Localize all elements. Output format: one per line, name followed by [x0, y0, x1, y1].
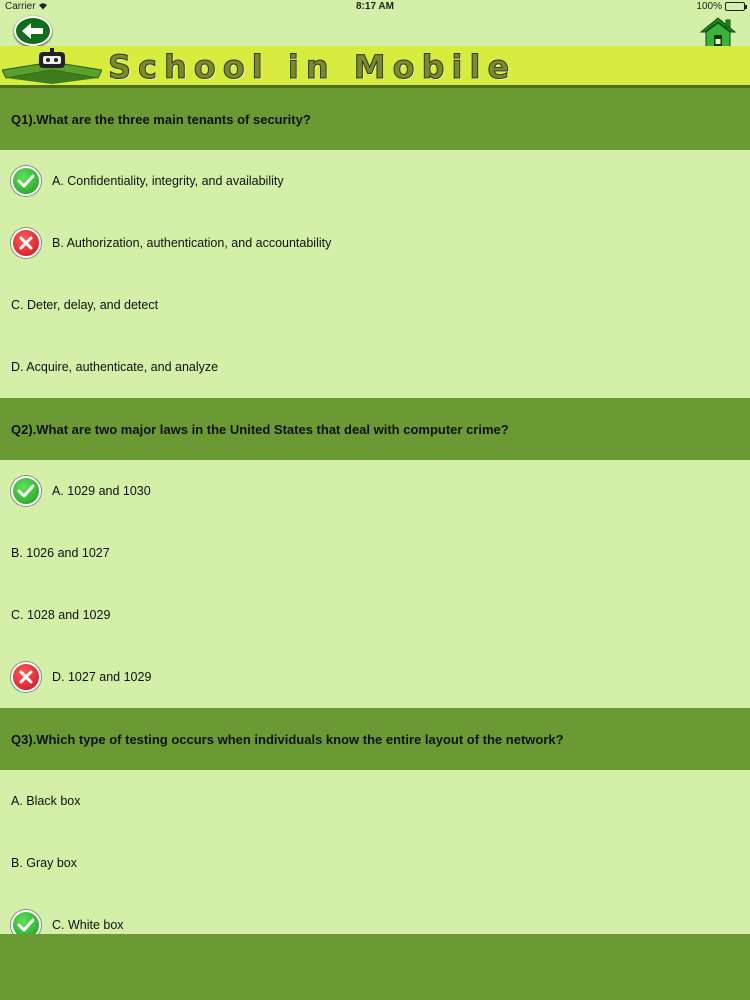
answer-option[interactable]: [0, 646, 750, 708]
status-time: 8:17 AM: [356, 1, 394, 12]
answer-option[interactable]: [0, 584, 750, 646]
home-icon: [698, 15, 738, 49]
carrier-text: Carrier: [5, 1, 36, 12]
question-header: Q2).What are two major laws in the United States that deal with computer crime?: [0, 398, 750, 460]
answer-option[interactable]: [0, 212, 750, 274]
answer-option[interactable]: [0, 274, 750, 336]
answer-option-text: A. 1029 and 1030: [52, 484, 151, 498]
answer-option[interactable]: [0, 894, 750, 934]
correct-check-icon: [11, 910, 41, 934]
quiz-list: [0, 88, 750, 934]
answer-option-text: B. 1026 and 1027: [11, 546, 110, 560]
app-banner: [0, 46, 750, 88]
back-arrow-icon: [16, 18, 50, 44]
answer-option[interactable]: [0, 336, 750, 398]
correct-check-icon: [11, 476, 41, 506]
back-button[interactable]: [14, 16, 52, 46]
answer-option-text: C. Deter, delay, and detect: [11, 298, 159, 312]
answer-option[interactable]: [0, 460, 750, 522]
answer-option-text: D. 1027 and 1029: [52, 670, 152, 684]
home-button[interactable]: [698, 15, 738, 49]
app-title: School in Mobile: [108, 48, 517, 86]
battery-indicator: [696, 1, 745, 12]
answer-option-text: A. Black box: [11, 794, 81, 808]
answer-option[interactable]: [0, 150, 750, 212]
battery-percent: 100%: [696, 1, 722, 12]
book-robot-logo: [2, 48, 102, 84]
answer-option[interactable]: [0, 832, 750, 894]
battery-icon: [725, 2, 745, 11]
answer-option-text: C. 1028 and 1029: [11, 608, 111, 622]
nav-bar: [0, 14, 750, 50]
correct-check-icon: [11, 166, 41, 196]
wrong-cross-icon: [11, 662, 41, 692]
status-bar: [0, 0, 750, 14]
wrong-cross-icon: [11, 228, 41, 258]
question-header: Q1).What are the three main tenants of security?: [0, 88, 750, 150]
answer-option-text: C. White box: [52, 918, 124, 932]
question-header: Q3).Which type of testing occurs when individuals know the entire layout of the network?: [0, 708, 750, 770]
answer-option-text: A. Confidentiality, integrity, and availability: [52, 174, 284, 188]
footer-bar: [0, 934, 750, 1000]
answer-option-text: B. Authorization, authentication, and accountability: [52, 236, 332, 250]
answer-option-text: D. Acquire, authenticate, and analyze: [11, 360, 219, 374]
answer-option[interactable]: [0, 770, 750, 832]
answer-option-text: B. Gray box: [11, 856, 77, 870]
answer-option[interactable]: [0, 522, 750, 584]
